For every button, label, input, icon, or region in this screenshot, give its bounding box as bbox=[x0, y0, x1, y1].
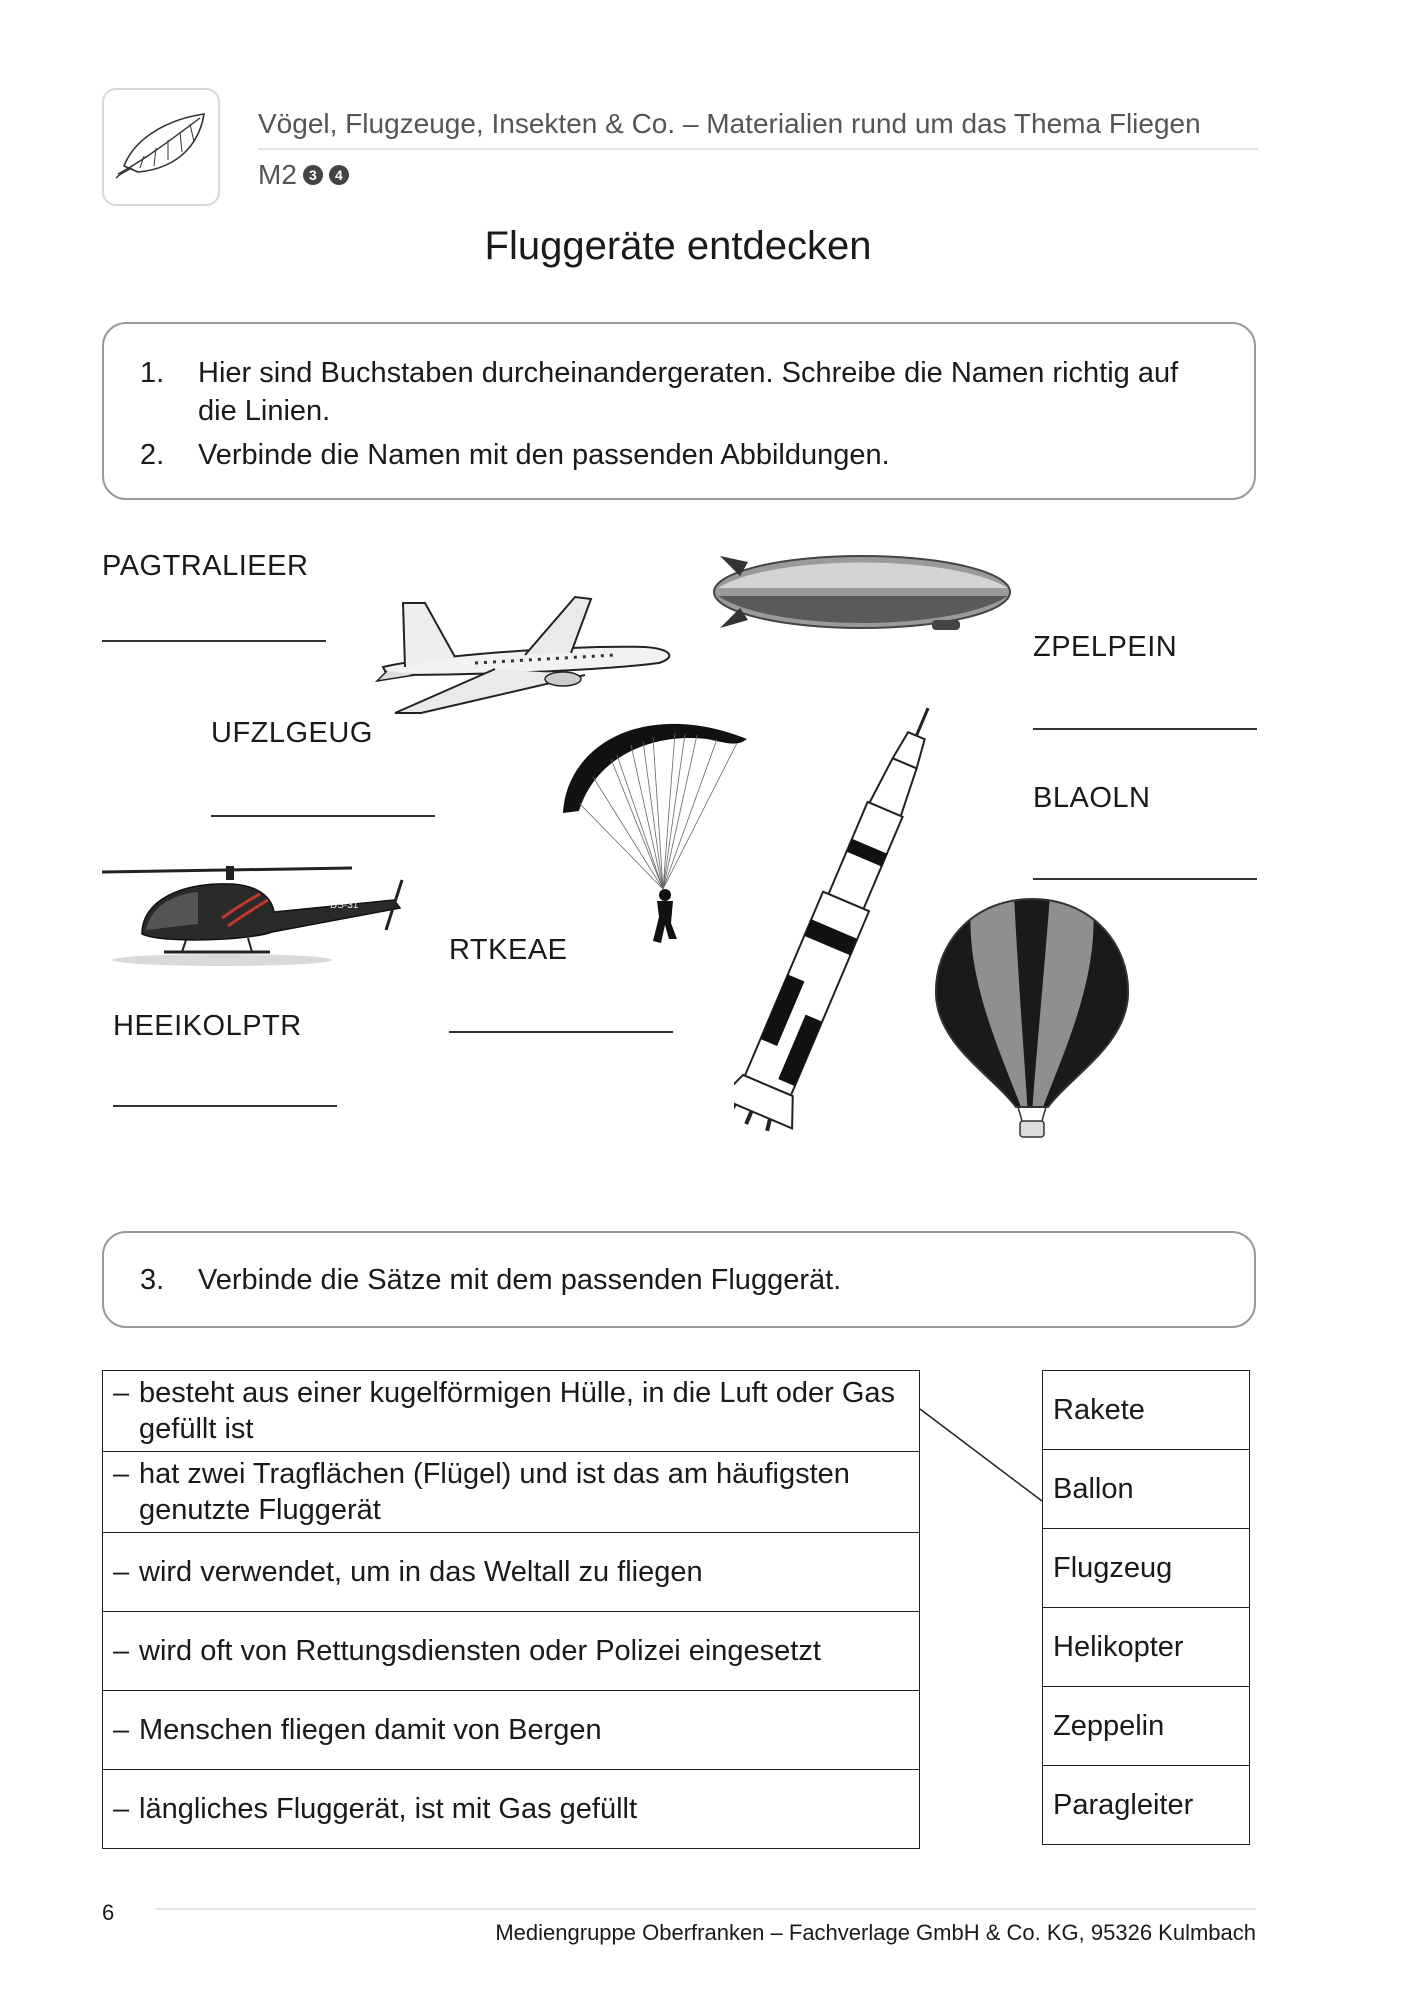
sentence-text: längliches Fluggerät, ist mit Gas gefüllt bbox=[139, 1793, 638, 1825]
scrambled-word-paragleiter: PAGTRALIEER bbox=[102, 550, 309, 582]
sentence-cell[interactable]: – Menschen fliegen damit von Bergen bbox=[103, 1691, 920, 1770]
sentence-text: hat zwei Tragflächen (Flügel) und ist das am häufigsten genutzte Fluggerät bbox=[139, 1458, 850, 1526]
aircraft-name-cell[interactable]: Helikopter bbox=[1043, 1608, 1250, 1687]
scrambled-word-flugzeug: UFZLGEUG bbox=[211, 717, 373, 749]
scrambled-word-zeppelin: ZPELPEIN bbox=[1033, 631, 1178, 663]
sentence-cell[interactable]: – wird verwendet, um in das Weltall zu fliegen bbox=[103, 1533, 920, 1612]
aircraft-name-cell[interactable]: Ballon bbox=[1043, 1450, 1250, 1529]
answer-line[interactable] bbox=[449, 1031, 673, 1033]
publisher-line: Mediengruppe Oberfranken – Fachverlage GmbH & Co. KG, 95326 Kulmbach bbox=[495, 1920, 1256, 1945]
material-id: M2 bbox=[258, 159, 297, 190]
table-row bbox=[103, 1691, 920, 1770]
instruction-item bbox=[140, 1261, 1218, 1299]
aircraft-name-cell[interactable]: Paragleiter bbox=[1043, 1766, 1250, 1845]
instruction-text: Verbinde die Namen mit den passenden Abbildungen. bbox=[198, 439, 890, 471]
table-row bbox=[1043, 1450, 1250, 1529]
sentence-text: besteht aus einer kugelförmigen Hülle, in die Luft oder Gas gefüllt ist bbox=[139, 1377, 896, 1445]
sentence-text: Menschen fliegen damit von Bergen bbox=[139, 1714, 602, 1746]
aircraft-name-table bbox=[1042, 1370, 1250, 1845]
table-row bbox=[103, 1452, 920, 1533]
instruction-item bbox=[140, 436, 1218, 474]
instruction-text: Verbinde die Sätze mit dem passenden Fluggerät. bbox=[198, 1264, 842, 1296]
instruction-number: 1. bbox=[140, 357, 165, 389]
aircraft-name-cell[interactable]: Flugzeug bbox=[1043, 1529, 1250, 1608]
table-row bbox=[103, 1533, 920, 1612]
example-connection-line bbox=[918, 1405, 1046, 1505]
table-row bbox=[1043, 1529, 1250, 1608]
instruction-box-1 bbox=[102, 322, 1256, 500]
sentence-cell[interactable]: – besteht aus einer kugelförmigen Hülle, in die Luft oder Gas gefüllt ist bbox=[103, 1371, 920, 1452]
rocket-illustration bbox=[734, 690, 944, 1145]
series-title: Vögel, Flugzeuge, Insekten & Co. – Materialien rund um das Thema Fliegen bbox=[258, 108, 1201, 139]
sentence-text: wird verwendet, um in das Weltall zu fliegen bbox=[139, 1556, 703, 1588]
answer-line[interactable] bbox=[102, 640, 326, 642]
helicopter-illustration bbox=[102, 860, 407, 970]
aircraft-name-cell[interactable]: Rakete bbox=[1043, 1371, 1250, 1450]
leaf-icon bbox=[104, 90, 218, 204]
answer-line[interactable] bbox=[1033, 728, 1257, 730]
scrambled-word-ballon: BLAOLN bbox=[1033, 782, 1151, 814]
answer-line[interactable] bbox=[211, 815, 435, 817]
grade-badge-3: 3 bbox=[303, 165, 323, 185]
zeppelin-illustration bbox=[712, 548, 1014, 640]
leaf-logo bbox=[102, 88, 220, 206]
instruction-item bbox=[140, 354, 1218, 430]
table-row bbox=[103, 1770, 920, 1849]
airplane-illustration bbox=[375, 595, 680, 720]
answer-line[interactable] bbox=[1033, 878, 1257, 880]
page-title: Fluggeräte entdecken bbox=[484, 224, 872, 268]
sentence-table bbox=[102, 1370, 920, 1849]
aircraft-name-cell[interactable]: Zeppelin bbox=[1043, 1687, 1250, 1766]
sentence-text: wird oft von Rettungsdiensten oder Polizei eingesetzt bbox=[139, 1635, 821, 1667]
instruction-number: 3. bbox=[140, 1264, 165, 1296]
table-row bbox=[1043, 1766, 1250, 1845]
table-row bbox=[1043, 1687, 1250, 1766]
material-code bbox=[258, 159, 349, 191]
scrambled-word-helikopter: HEEIKOLPTR bbox=[113, 1010, 302, 1042]
answer-line[interactable] bbox=[113, 1105, 337, 1107]
header-divider bbox=[258, 148, 1258, 150]
scrambled-word-rakete: RTKEAE bbox=[449, 934, 568, 966]
instruction-text: Hier sind Buchstaben durcheinandergeraten. Schreibe die Namen richtig auf die Linien. bbox=[198, 357, 1179, 427]
sentence-cell[interactable]: – wird oft von Rettungsdiensten oder Polizei eingesetzt bbox=[103, 1612, 920, 1691]
instruction-number: 2. bbox=[140, 439, 165, 471]
helicopter-registration: DS-31 bbox=[330, 900, 359, 911]
table-row bbox=[1043, 1371, 1250, 1450]
footer-divider bbox=[156, 1908, 1256, 1910]
table-row bbox=[1043, 1608, 1250, 1687]
sentence-cell[interactable]: – längliches Fluggerät, ist mit Gas gefüllt bbox=[103, 1770, 920, 1849]
instruction-box-2 bbox=[102, 1231, 1256, 1328]
hot-air-balloon-illustration bbox=[932, 895, 1132, 1140]
sentence-cell[interactable]: – hat zwei Tragflächen (Flügel) und ist das am häufigsten genutzte Fluggerät bbox=[103, 1452, 920, 1533]
paraglider-illustration bbox=[557, 703, 752, 948]
table-row bbox=[103, 1371, 920, 1452]
table-row bbox=[103, 1612, 920, 1691]
grade-badge-4: 4 bbox=[329, 165, 349, 185]
page-number: 6 bbox=[102, 1900, 115, 1925]
